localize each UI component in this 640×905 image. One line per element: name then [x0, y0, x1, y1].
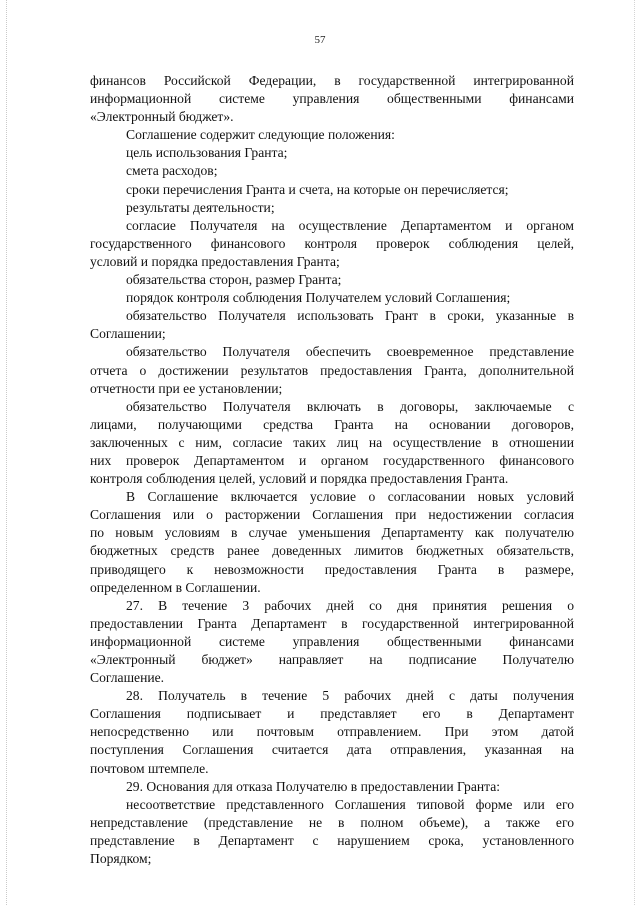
text-line: 27. В течение 3 рабочих дней со дня принятия решения о [126, 597, 574, 613]
text-line: «Электронный бюджет». [90, 109, 234, 125]
body-text [90, 72, 574, 868]
text-line: определенном в Соглашении. [90, 579, 261, 595]
text-line: информационной системе управления общественными финансами [90, 633, 574, 649]
text-line: представление в Департамент с нарушением срока, установленного [90, 832, 574, 848]
text-line: 28. Получатель в течение 5 рабочих дней с даты получения [126, 688, 574, 704]
text-line: сроки перечисления Гранта и счета, на которые он перечисляется; [126, 181, 509, 197]
text-line: Соглашение. [90, 670, 165, 686]
text-line: обязательство Получателя использовать Грант в сроки, указанные в [126, 308, 574, 324]
text-line: приводящего к невозможности предоставления Гранта в размере, [90, 561, 574, 577]
text-line: обязательство Получателя обеспечить своевременное представление [126, 344, 574, 360]
scan-edge-left [6, 0, 8, 905]
text-line: 29. Основания для отказа Получателю в предоставлении Гранта: [126, 778, 501, 794]
text-line: контроля соблюдения целей, условий и порядка предоставления Гранта. [90, 471, 509, 487]
text-line: согласие Получателя на осуществление Департаментом и органом [126, 217, 574, 233]
text-line: Соглашении; [90, 326, 166, 342]
text-line: Соглашения подписывает и представляет его в Департамент [90, 706, 574, 722]
text-line: Порядком; [90, 851, 152, 867]
text-line: Соглашения или о расторжении Соглашения при недостижении согласия [90, 507, 574, 523]
text-line: несоответствие представленного Соглашения типовой форме или его [126, 796, 574, 812]
text-line: условий и порядка предоставления Гранта; [90, 253, 340, 269]
text-line: В Соглашение включается условие о согласовании новых условий [126, 489, 574, 505]
text-line: «Электронный бюджет» направляет на подписание Получателю [90, 652, 574, 667]
text-line: заключенных с ним, согласие таких лиц на осуществление в отношении [90, 434, 574, 450]
text-line: отчета о достижении результатов предоставления Гранта, дополнительной [90, 362, 574, 378]
text-line: почтовом штемпеле. [90, 760, 209, 776]
text-line: результаты деятельности; [126, 199, 275, 215]
text-line: информационной системе управления общественными финансами [90, 91, 574, 107]
text-line: по новым условиям в случае уменьшения Департаменту как получателю [90, 525, 574, 541]
scan-edge-right [634, 0, 636, 905]
text-line: обязательство Получателя включать в договоры, заключаемые с [126, 398, 574, 414]
text-line: Соглашение содержит следующие положения: [126, 127, 395, 143]
text-line: поступления Соглашения считается дата отправления, указанная на [90, 742, 574, 758]
text-line: порядок контроля соблюдения Получателем условий Соглашения; [126, 290, 511, 306]
text-line: бюджетных средств ранее доведенных лимитов бюджетных обязательств, [90, 543, 574, 559]
text-line: финансов Российской Федерации, в государственной интегрированной [90, 73, 574, 88]
page-number: 57 [314, 34, 326, 46]
text-line: них проверок Департаментом и органом государственного финансового [90, 452, 574, 468]
text-line: обязательства сторон, размер Гранта; [126, 272, 342, 288]
text-line: государственного финансового контроля проверок соблюдения целей, [90, 235, 574, 251]
text-line: непосредственно или почтовым отправлением. При этом датой [90, 724, 574, 740]
text-line: отчетности при ее установлении; [90, 380, 283, 396]
text-line: лицами, получающими средства Гранта на основании договоров, [90, 416, 574, 432]
text-line: предоставлении Гранта Департамент в государственной интегрированной [90, 615, 574, 631]
text-line: смета расходов; [126, 163, 218, 179]
text-line: цель использования Гранта; [126, 145, 288, 161]
text-line: непредставление (представление не в полном объеме), а также его [90, 814, 574, 830]
